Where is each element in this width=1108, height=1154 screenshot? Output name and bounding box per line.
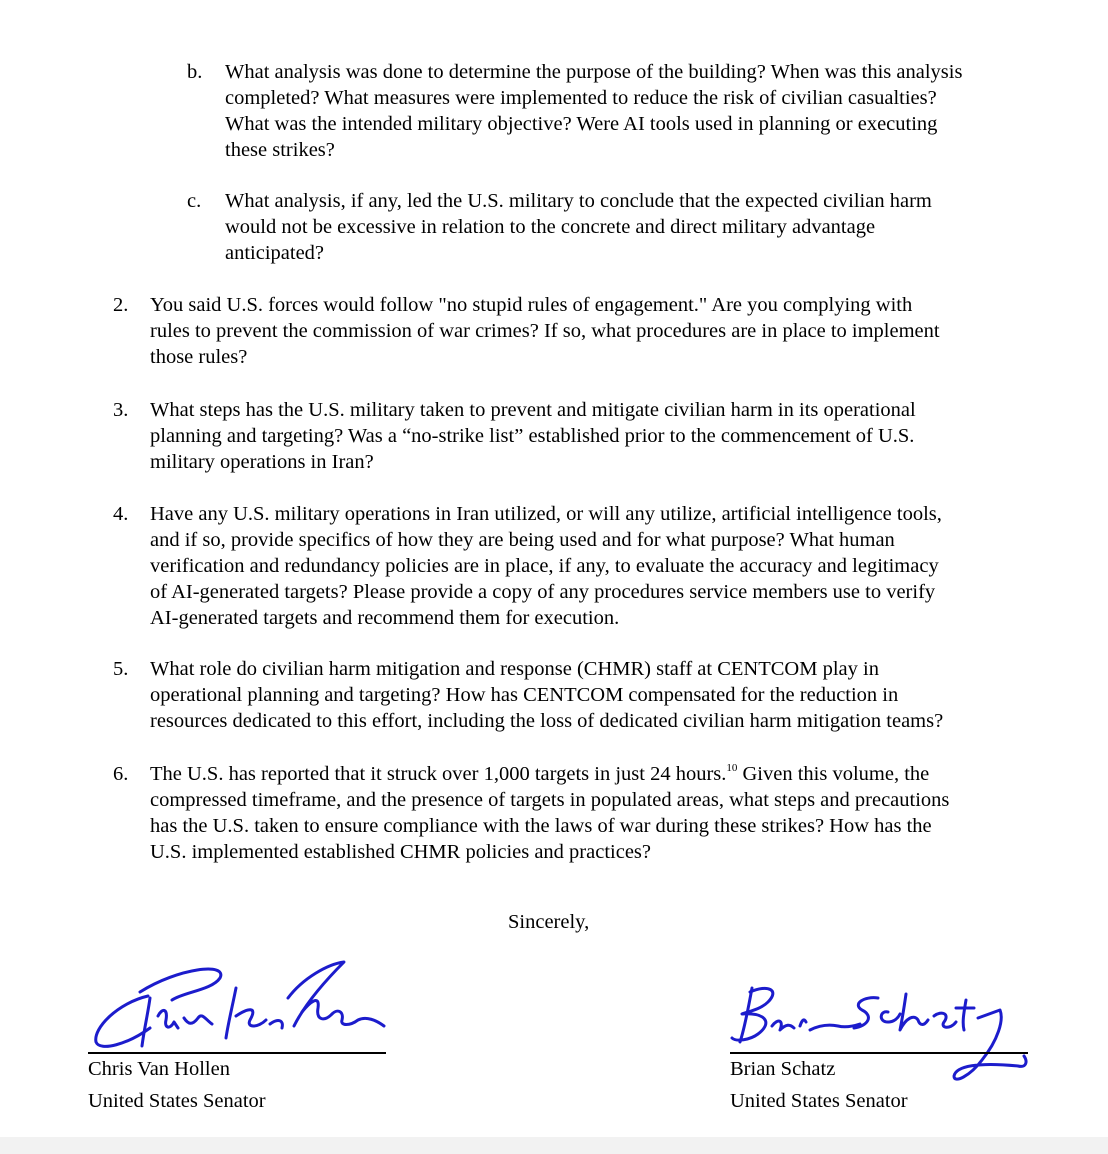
- sub-item-text: What analysis, if any, led the U.S. military to conclude that the expected civilian harm would not be excessive in relation to the concrete and direct military advantage anticipated?: [225, 190, 932, 264]
- signatory-title: United States Senator: [88, 1090, 266, 1112]
- question-number: 5.: [113, 658, 129, 680]
- question-number: 6.: [113, 763, 129, 785]
- question-text-end: Given this volume, the compressed timeframe, and the presence of targets in populated areas, what steps and precautions has the U.S. taken to ensure compliance with the laws of war during these strikes? How has the U.S. implemented established CHMR policies and practices?: [150, 763, 950, 863]
- question-text: What steps has the U.S. military taken to prevent and mitigate civilian harm in its operational planning and targeting? Was a “no-strike list” established prior to the commencement of U.S. military operations in Iran?: [150, 399, 916, 473]
- signature-van-hollen: [88, 958, 388, 1058]
- question-number: 3.: [113, 399, 129, 421]
- sub-item-text: What analysis was done to determine the purpose of the building? When was this analysis completed? What measures were implemented to reduce the risk of civilian casualties? What was the intended military objective? Were AI tools used in planning or executing these strikes?: [225, 61, 963, 161]
- question-text: You said U.S. forces would follow "no stupid rules of engagement." Are you complying with rules to prevent the commission of war crimes? If so, what procedures are in place to implement those rules?: [150, 294, 940, 368]
- sub-item-label: b.: [187, 61, 203, 83]
- question-text: Have any U.S. military operations in Iran utilized, or will any utilize, artificial intelligence tools, and if so, provide specifics of how they are being used and for what purpose? What human verification and redundancy policies are in place, if any, to evaluate the accuracy and legitimacy of AI-generated targets? Please provide a copy of any procedures service members use to verify AI-generated targets and recommend them for execution.: [150, 503, 942, 629]
- closing: Sincerely,: [508, 911, 590, 933]
- signatory-name: Brian Schatz: [730, 1058, 836, 1080]
- question-number: 2.: [113, 294, 129, 316]
- signatory-name: Chris Van Hollen: [88, 1058, 230, 1080]
- question-text: What role do civilian harm mitigation and response (CHMR) staff at CENTCOM play in operational planning and targeting? How has CENTCOM compensated for the reduction in resources dedicated to this effort, including the loss of dedicated civilian harm mitigation teams?: [150, 658, 944, 732]
- page-bottom-edge: [0, 1137, 1108, 1154]
- signatory-title: United States Senator: [730, 1090, 908, 1112]
- signature-line: [88, 1052, 386, 1054]
- footnote-marker: 10: [726, 762, 738, 774]
- sub-item-label: c.: [187, 190, 202, 212]
- question-text: [150, 761, 1055, 865]
- question-number: 4.: [113, 503, 129, 525]
- signature-line: [730, 1052, 1028, 1054]
- question-text-start: The U.S. has reported that it struck over 1,000 targets in just 24 hours.: [150, 763, 727, 785]
